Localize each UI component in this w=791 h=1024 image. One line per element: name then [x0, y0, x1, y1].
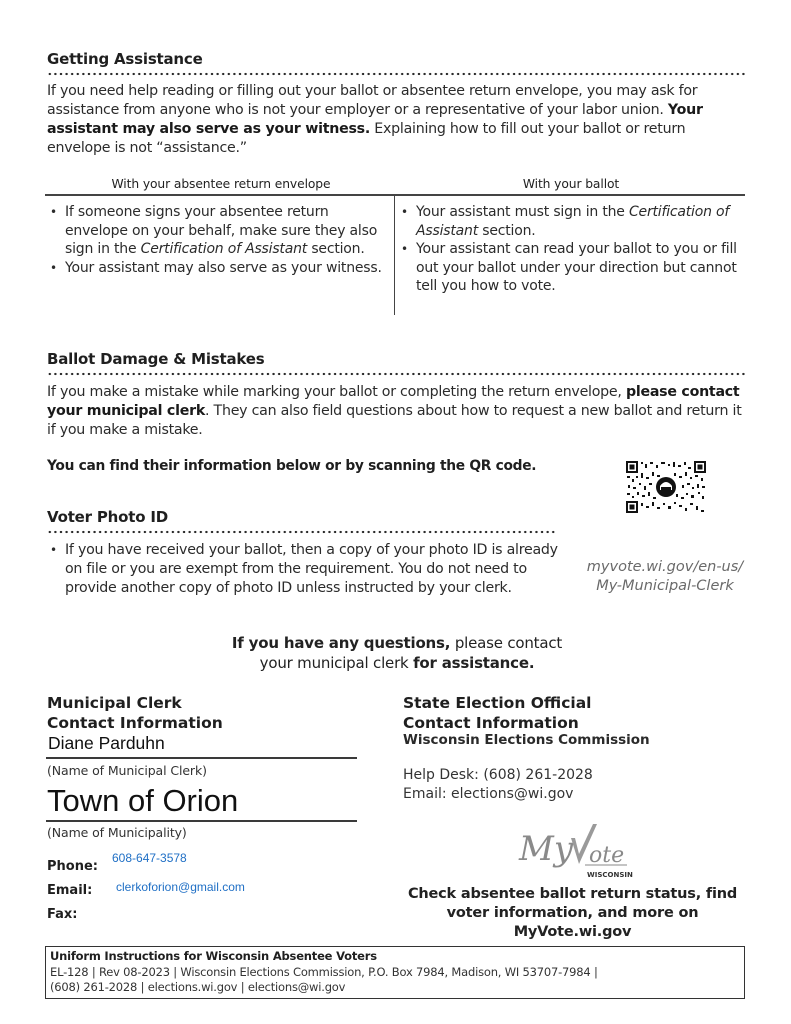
state-official-heading: State Election Official Contact Information: [403, 694, 592, 732]
municipality-caption: (Name of Municipality): [47, 825, 187, 840]
qr-code[interactable]: [626, 461, 706, 513]
clerk-name-rule: [46, 757, 357, 759]
find-info-text: You can find their information below or by scanning the QR code.: [47, 458, 537, 474]
myvote-link[interactable]: MyVote.wi.gov: [513, 924, 632, 940]
email-label: Email:: [47, 883, 93, 898]
envelope-column: [47, 203, 387, 277]
table-header-ballot: With your ballot: [522, 177, 620, 191]
ballot-damage-paragraph: If you make a mistake while marking your ballot or completing the return envelope, please contact your municipal clerk. They can also field questions about how to request a new ballot and return it if you make a mistake.: [47, 384, 742, 438]
para-text: If you need help reading or filling out your ballot or absentee return envelope, you may ask for assistance from anyone who is not your employer or a representative of your labor union.: [47, 83, 698, 118]
photo-id-heading: Voter Photo ID: [47, 508, 168, 526]
para-text: Explaining how to fill out your ballot or return envelope is not “assistance.”: [47, 121, 686, 156]
myvote-callout: Check absentee ballot return status, find voter information, and more on MyVote.wi.gov: [395, 885, 750, 942]
table-column-divider: [394, 195, 395, 315]
dotted-divider: [47, 72, 745, 76]
qr-code-icon: [626, 461, 706, 513]
footer-box: [45, 946, 745, 999]
svg-text:ote: ote: [589, 843, 625, 868]
clerk-name-value: Diane Parduhn: [48, 733, 165, 753]
help-desk-phone: Help Desk: (608) 261-2028: [403, 767, 593, 783]
dotted-divider: [47, 372, 745, 376]
footer-title: Uniform Instructions for Wisconsin Absentee Voters: [50, 949, 377, 963]
table-header-rule: [45, 194, 745, 196]
municipality-value: Town of Orion: [47, 783, 239, 818]
ballot-damage-heading: Ballot Damage & Mistakes: [47, 350, 265, 368]
state-email[interactable]: Email: elections@wi.gov: [403, 786, 574, 802]
dotted-divider: [47, 530, 557, 534]
url-line: My-Municipal-Clerk: [596, 578, 734, 594]
para-bold-text: Your assistant may also serve as your witness.: [47, 102, 703, 137]
phone-value[interactable]: 608-647-3578: [112, 851, 187, 865]
url-line: myvote.wi.gov/en-us/: [586, 559, 744, 575]
list-item: • If someone signs your absentee return envelope on your behalf, make sure they also sign in the Certification of Assistant section.: [47, 203, 387, 259]
questions-callout: If you have any questions, please contact your municipal clerk for assistance.: [231, 634, 563, 672]
getting-assistance-paragraph: [47, 82, 752, 158]
footer-line: (608) 261-2028 | elections.wi.gov | elections@wi.gov: [50, 980, 346, 994]
municipality-rule: [46, 820, 357, 822]
municipal-clerk-heading: Municipal Clerk Contact Information: [47, 694, 223, 732]
clerk-lookup-url[interactable]: [575, 558, 755, 596]
phone-label: Phone:: [47, 859, 98, 874]
getting-assistance-heading: Getting Assistance: [47, 50, 203, 68]
fax-label: Fax:: [47, 907, 78, 922]
myvote-logo: [515, 820, 635, 880]
clerk-name-caption: (Name of Municipal Clerk): [47, 763, 207, 778]
myvote-logo-icon: [515, 820, 635, 880]
state-official-contact: [403, 766, 593, 804]
ballot-column: [398, 203, 748, 296]
list-item: • Your assistant must sign in the Certification of Assistant section.: [398, 203, 748, 240]
svg-text:My: My: [519, 829, 574, 869]
list-item: • Your assistant may also serve as your witness.: [47, 259, 387, 278]
footer-line: EL-128 | Rev 08-2023 | Wisconsin Elections Commission, P.O. Box 7984, Madison, WI 53707-7984 |: [50, 964, 598, 979]
list-item: • Your assistant can read your ballot to you or fill out your ballot under your direction but cannot tell you how to vote.: [398, 240, 748, 296]
state-official-org: Wisconsin Elections Commission: [403, 732, 650, 748]
svg-text:WISCONSIN: WISCONSIN: [587, 871, 633, 879]
table-header-envelope: With your absentee return envelope: [111, 177, 331, 191]
photo-id-bullet: • If you have received your ballot, then a copy of your photo ID is already on file or you are exempt from the requirement. You do not need to provide another copy of photo ID unless instructed by your clerk.: [47, 541, 562, 598]
email-value[interactable]: clerkoforion@gmail.com: [116, 880, 245, 894]
